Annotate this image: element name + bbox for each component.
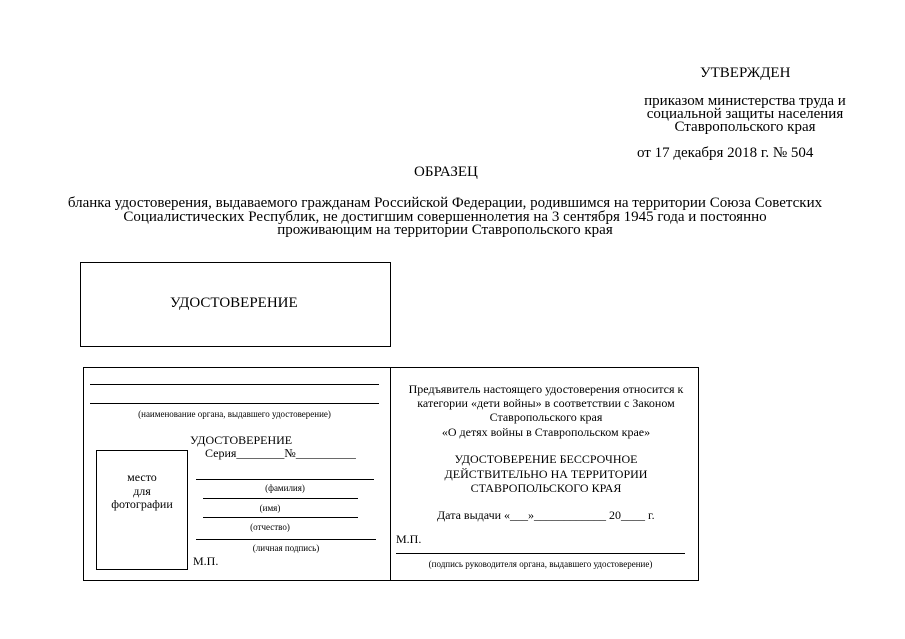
approval-line-3: Ставропольского края [674, 119, 816, 135]
certificate-title: УДОСТОВЕРЕНИЕ [190, 433, 293, 447]
approval-line-1: приказом министерства труда и [644, 93, 846, 109]
validity-line-2: ДЕЙСТВИТЕЛЬНО НА ТЕРРИТОРИИ [444, 467, 648, 481]
left-stamp: М.П. [193, 554, 219, 568]
validity-line-3: СТАВРОПОЛЬСКОГО КРАЯ [470, 481, 622, 495]
patronymic-caption: (отчество) [250, 522, 290, 532]
holder-text-line-3: Ставропольского края [489, 410, 603, 424]
issuer-line-1 [90, 384, 379, 385]
name-line [203, 498, 358, 499]
issuer-caption: (наименование органа, выдавшего удостоверение) [138, 409, 331, 419]
approval-title: УТВЕРЖДЕН [700, 65, 791, 81]
holder-text-line-2: категории «дети войны» в соответствии с Законом [417, 396, 675, 410]
approval-line-2: социальной защиты населения [646, 106, 844, 122]
head-signature-line [396, 553, 685, 554]
issuer-line-2 [90, 403, 379, 404]
right-stamp: М.П. [396, 532, 422, 546]
spread-fold-line [390, 367, 391, 581]
surname-line [196, 479, 374, 480]
photo-label-3: фотографии [111, 497, 173, 511]
sample-title: ОБРАЗЕЦ [414, 164, 478, 180]
surname-caption: (фамилия) [265, 483, 305, 493]
photo-label-1: место [127, 470, 157, 484]
sample-desc-line-3: проживающим на территории Ставропольского края [277, 222, 613, 238]
head-signature-caption: (подпись руководителя органа, выдавшего удостоверение) [428, 559, 653, 569]
patronymic-line [203, 517, 358, 518]
photo-label-2: для [133, 484, 151, 498]
cover-title: УДОСТОВЕРЕНИЕ [170, 295, 298, 311]
signature-line [196, 539, 376, 540]
signature-caption: (личная подпись) [252, 543, 320, 553]
issue-date-field: Дата выдачи «___»____________ 20____ г. [437, 508, 655, 522]
series-number-field: Серия________№__________ [205, 446, 356, 460]
validity-line-1: УДОСТОВЕРЕНИЕ БЕССРОЧНОЕ [454, 452, 638, 466]
holder-text-line-1: Предъявитель настоящего удостоверения относится к [408, 382, 684, 396]
sample-desc-line-1: бланка удостоверения, выдаваемого гражданам Российской Федерации, родившимся на территории Союза Советских [67, 195, 823, 211]
approval-date: от 17 декабря 2018 г. № 504 [637, 145, 814, 161]
holder-text-line-4: «О детях войны в Ставропольском крае» [441, 425, 651, 439]
name-caption: (имя) [259, 503, 281, 513]
sample-desc-line-2: Социалистических Республик, не достигшим совершеннолетия на 3 сентября 1945 года и постоянно [123, 209, 767, 225]
